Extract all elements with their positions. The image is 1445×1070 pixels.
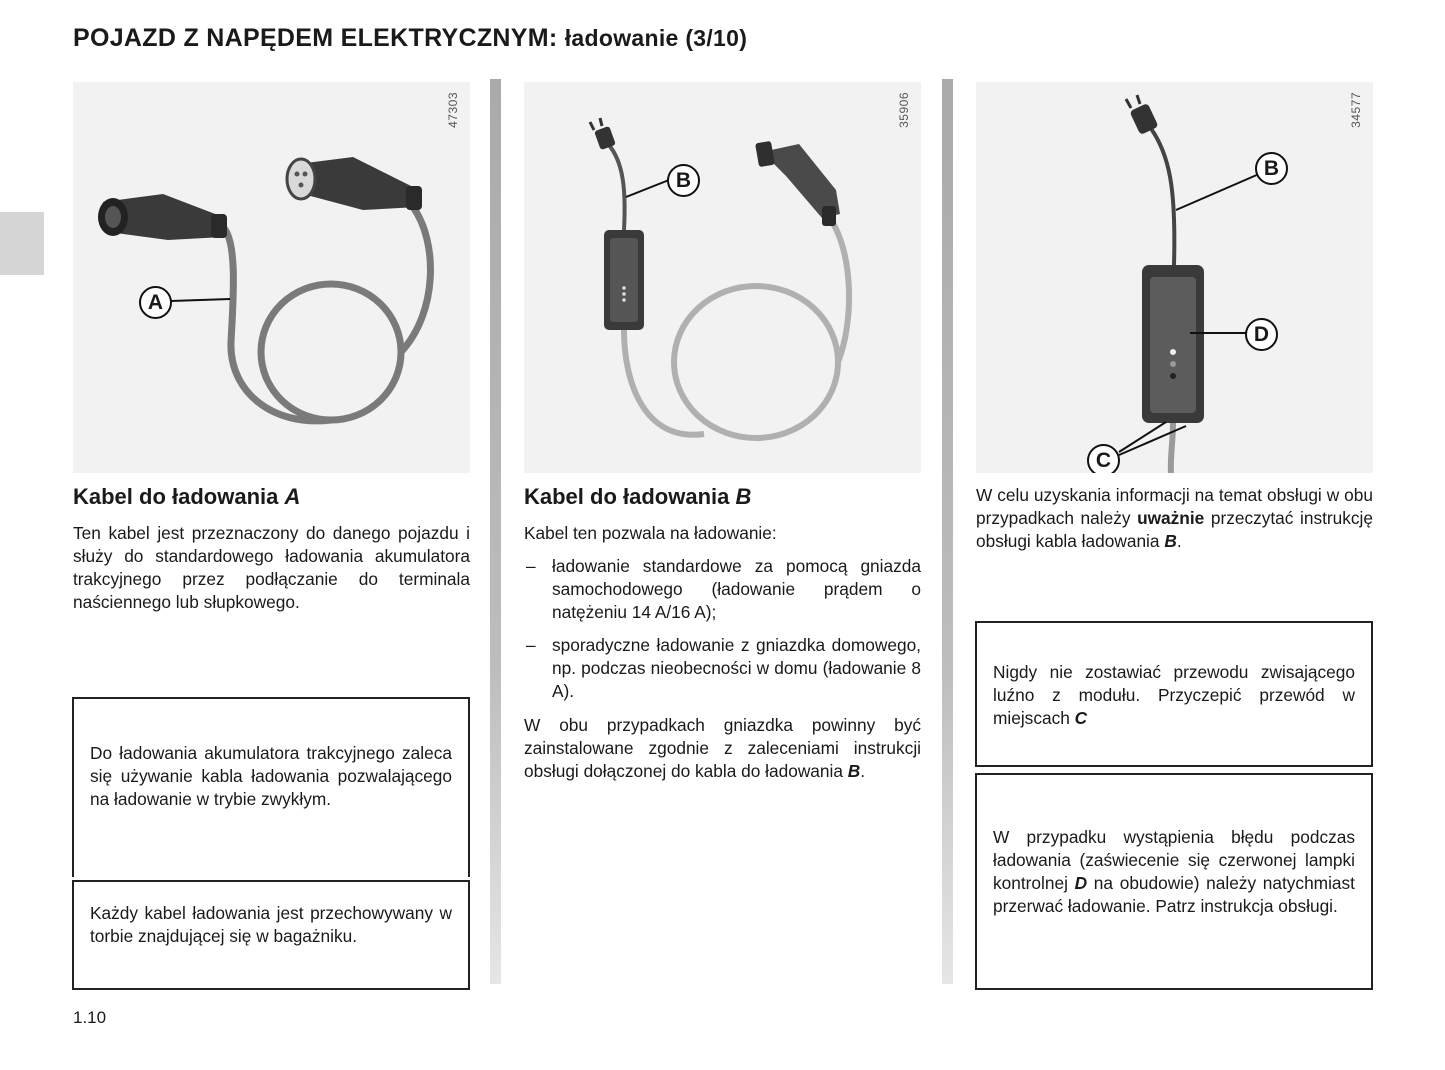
heading-text: Kabel do ładowania: [73, 484, 279, 509]
title-main: POJAZD Z NAPĘDEM ELEKTRYCZNYM:: [73, 24, 558, 52]
para-b: przeczytać instrukcję obsługi kabla ładowania: [976, 508, 1373, 551]
notice-text: Nigdy nie zostawiać przewodu zwisającego luźno z modułu. Przyczepić przewód w miejscach: [993, 662, 1355, 728]
closing-text: W obu przypadkach gniazdka powinny być zainstalowane zgodnie z zaleceniami instrukcji obsługi dołączonej do kabla do ładowania: [524, 715, 921, 781]
notice-cable-storage-text: Każdy kabel ładowania jest przechowywany w torbie znajdującej się w bagażniku.: [90, 903, 452, 946]
control-module: [1142, 265, 1204, 423]
section-tab-marker: [0, 212, 44, 275]
cable-a-illustration: [73, 82, 470, 473]
plug-right: [287, 157, 422, 210]
title-sub: ładowanie (3/10): [564, 25, 748, 51]
cable-b-description: [524, 522, 921, 783]
closing-ref: B: [847, 761, 861, 781]
callout-b: B: [667, 164, 700, 197]
cable-coil: [261, 284, 401, 420]
list-item: – ładowanie standardowe za pomocą gniazda samochodowego (ładowanie prądem o natężeniu 14 A/16 A);: [524, 555, 921, 624]
control-module: [604, 230, 644, 330]
notice-charging-mode-text: Do ładowania akumulatora trakcyjnego zaleca się używanie kabla ładowania pozwalającego na ładowanie w trybie zwykłym.: [90, 743, 452, 809]
heading-letter: B: [735, 484, 752, 509]
notice-ref: C: [1074, 708, 1088, 728]
notice-cable-attachment: [975, 621, 1373, 767]
closing-end: .: [860, 761, 866, 781]
notice-charging-mode: [72, 697, 470, 877]
notice-text-b: na obudowie) należy natychmiast przerwać ładowanie. Patrz instrukcja obsługi.: [993, 873, 1355, 916]
heading-cable-b: [524, 484, 751, 510]
callout-a: A: [139, 286, 172, 319]
leader-line-b: [1176, 174, 1259, 210]
cable-b-closing: [524, 714, 921, 783]
cable-segment-bottom: [1171, 423, 1173, 473]
para-a: W celu uzyskania informacji na temat obsługi w obu przypadkach należy: [976, 485, 1373, 528]
cable-b-intro: Kabel ten pozwala na ładowanie:: [524, 523, 777, 543]
wall-plug: [590, 118, 616, 150]
cable-segment-right: [401, 207, 430, 352]
cable-b-illustration: [524, 82, 921, 473]
figure-number: 35906: [897, 92, 911, 128]
cable-segment-top: [1146, 122, 1174, 265]
notice-charging-error: [975, 773, 1373, 990]
car-plug: [755, 141, 840, 226]
notice-cable-attachment-text: [993, 661, 1355, 730]
para-ref: B: [1164, 531, 1177, 551]
heading-letter: A: [284, 484, 301, 509]
callout-b: B: [1255, 152, 1288, 185]
cable-a-paragraph: Ten kabel jest przeznaczony do danego pojazdu i służy do standardowego ładowania akumulatora trakcyjnego przez podłączanie do terminala naściennego lub słupkowego.: [73, 523, 470, 612]
figure-number: 34577: [1349, 92, 1363, 128]
para-end: .: [1176, 531, 1182, 551]
notice-text-a: W przypadku wystąpienia błędu podczas ładowania (zaświecenie się czerwonej lampki kontrolnej: [993, 827, 1355, 893]
notice-ref: D: [1074, 873, 1088, 893]
figure-cable-b: [524, 82, 921, 473]
figure-number: 47303: [446, 92, 460, 128]
manual-reference-paragraph: [976, 484, 1373, 553]
cable-segment-wall: [608, 144, 625, 230]
plug-left: [98, 194, 227, 240]
module-detail-illustration: [976, 82, 1373, 473]
leader-line-a: [171, 299, 230, 301]
callout-c: C: [1087, 444, 1120, 473]
heading-text: Kabel do ładowania: [524, 484, 730, 509]
leader-line-b: [626, 180, 669, 197]
notice-charging-error-text: [993, 826, 1355, 918]
charging-options-list: [524, 555, 921, 703]
list-item: – sporadyczne ładowanie z gniazdka domowego, np. podczas nieobecności w domu (ładowanie 8 A).: [524, 634, 921, 703]
page-number: 1.10: [73, 1008, 107, 1027]
cable-a-description: [73, 522, 470, 614]
column-divider-1: [490, 79, 501, 984]
para-emphasis: uważnie: [1137, 508, 1205, 528]
figure-module-detail: [976, 82, 1373, 473]
cable-coil: [674, 286, 838, 438]
figure-cable-a: [73, 82, 470, 473]
column-divider-2: [942, 79, 953, 984]
page-title: [73, 24, 747, 53]
heading-cable-a: [73, 484, 300, 510]
notice-cable-storage: [72, 880, 470, 990]
cable-segment-module: [624, 330, 704, 435]
callout-d: D: [1245, 318, 1278, 351]
